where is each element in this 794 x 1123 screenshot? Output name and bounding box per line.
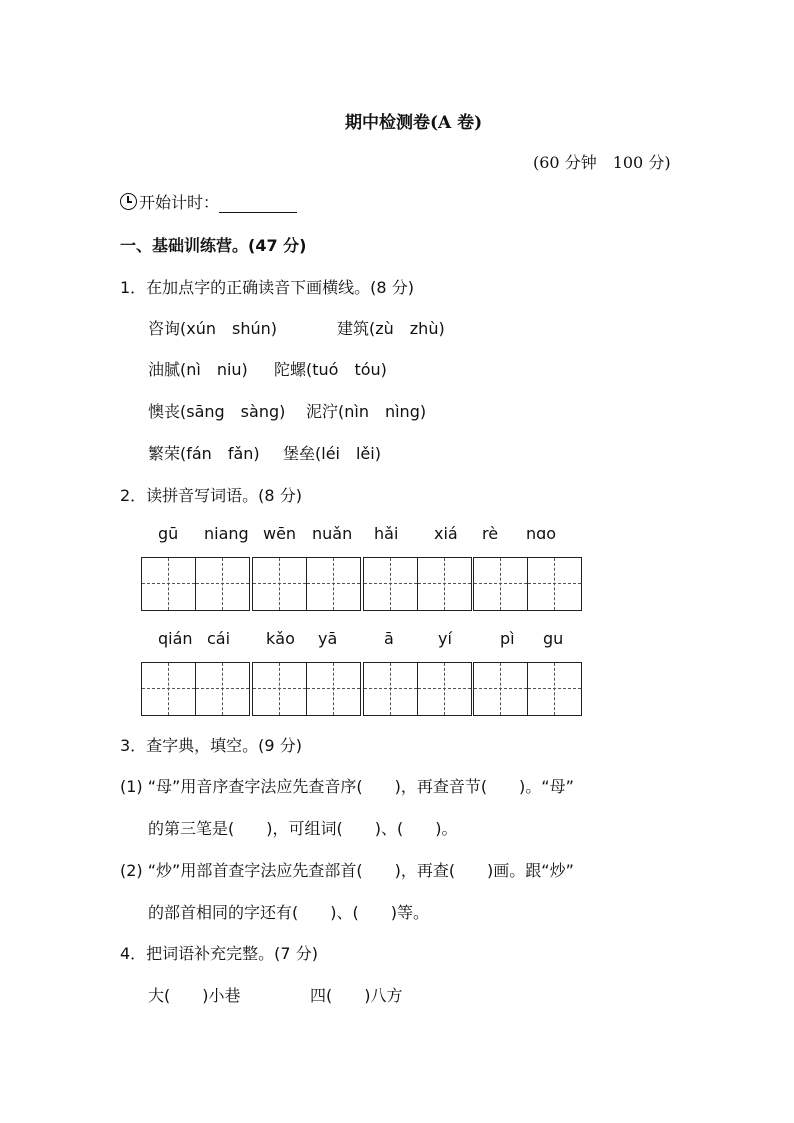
pinyin: ā <box>384 629 394 648</box>
pinyin: gu <box>543 629 564 648</box>
pinyin: pì <box>500 629 515 648</box>
pinyin: hǎi <box>374 524 399 543</box>
pinyin: niang <box>204 524 249 543</box>
q1-item: 建筑(zù zhù) <box>337 319 445 338</box>
writing-box[interactable] <box>473 557 582 611</box>
q3-line: (2) “炒”用部首查字法应先查部首( )，再查( )画。跟“炒” <box>120 861 574 880</box>
pinyin: cái <box>207 629 231 648</box>
q3-line: 的第三笔是( )，可组词( )、( )。 <box>148 819 458 838</box>
q1-item: 咨询(xún shún) <box>148 319 277 338</box>
pinyin: nuǎn <box>312 524 353 543</box>
pinyin: xiá <box>434 524 458 543</box>
writing-box[interactable] <box>473 662 582 716</box>
q3-line: (1) “母”用音序查字法应先查音序( )，再查音节( )。“母” <box>120 777 574 796</box>
writing-box[interactable] <box>252 557 361 611</box>
writing-box[interactable] <box>141 662 250 716</box>
start-time-label: 开始计时： <box>139 193 220 212</box>
pinyin: kǎo <box>266 629 295 648</box>
writing-box[interactable] <box>252 662 361 716</box>
q3-prompt: 3．查字典，填空。(9 分) <box>120 736 302 755</box>
writing-box[interactable] <box>363 662 472 716</box>
q4-item: 大( )小巷 <box>148 986 241 1005</box>
q2-prompt: 2．读拼音写词语。(8 分) <box>120 486 302 505</box>
q1-prompt: 1．在加点字的正确读音下画横线。(8 分) <box>120 278 414 297</box>
pinyin: nɑo <box>526 524 557 543</box>
q1-item: 堡垒(léi lěi) <box>283 444 381 463</box>
time-score: (60 分钟 100 分) <box>533 153 671 172</box>
q1-item: 泥泞(nìn nìng) <box>306 402 427 421</box>
q1-item: 繁荣(fán fǎn) <box>148 444 260 463</box>
q4-prompt: 4．把词语补充完整。(7 分) <box>120 944 318 963</box>
writing-box[interactable] <box>141 557 250 611</box>
q1-item: 陀螺(tuó tóu) <box>274 360 387 379</box>
q3-line: 的部首相同的字还有( )、( )等。 <box>148 903 429 922</box>
clock-icon <box>120 193 137 210</box>
pinyin: yā <box>318 629 338 648</box>
writing-box[interactable] <box>363 557 472 611</box>
pinyin: gū <box>158 524 179 543</box>
page-title: 期中检测卷(A 卷) <box>345 113 483 133</box>
q1-item: 懊丧(sāng sàng) <box>148 402 286 421</box>
pinyin: yí <box>438 629 452 648</box>
q4-item: 四( )八方 <box>310 986 403 1005</box>
start-time-row <box>120 190 297 213</box>
pinyin: rè <box>482 524 499 543</box>
start-time-blank[interactable] <box>219 194 297 213</box>
q1-item: 油腻(nì niu) <box>148 360 248 379</box>
pinyin: wēn <box>263 524 297 543</box>
pinyin: qián <box>158 629 193 648</box>
section-heading: 一、基础训练营。(47 分) <box>120 236 307 255</box>
